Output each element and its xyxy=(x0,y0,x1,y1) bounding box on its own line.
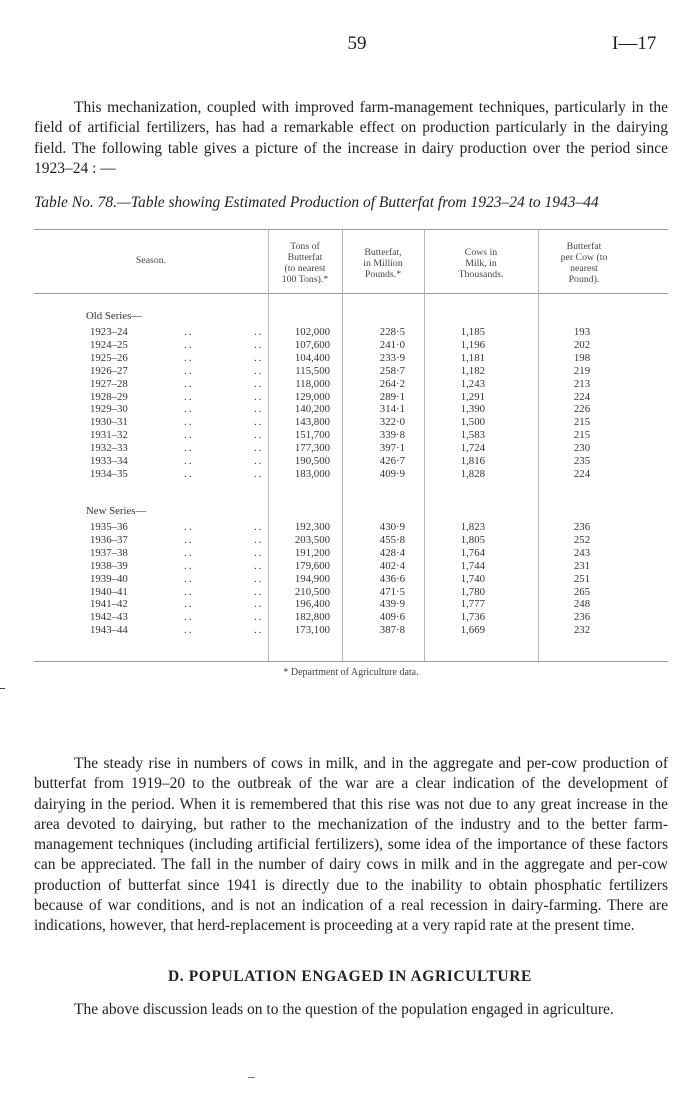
cell-per-cow: 215 xyxy=(573,429,591,442)
cell-fat: 233·9 xyxy=(379,351,405,364)
table-row xyxy=(34,326,668,338)
cell-season: 1931–32 xyxy=(90,429,128,442)
cell-season: 1926–27 xyxy=(90,364,128,377)
table-row xyxy=(34,365,668,377)
group-label-new-series: New Series— xyxy=(86,505,147,517)
table-row xyxy=(34,521,668,533)
table-row xyxy=(34,611,668,623)
cell-cows: 1,500 xyxy=(460,416,485,429)
leader-dots: .. xyxy=(184,521,194,533)
leader-dots: .. xyxy=(184,390,194,403)
cell-season: 1938–39 xyxy=(90,559,128,572)
leader-dots: .. xyxy=(254,611,264,624)
cell-season: 1937–38 xyxy=(90,546,128,559)
cell-season: 1923–24 xyxy=(90,326,128,338)
cell-tons: 107,600 xyxy=(294,338,330,351)
cell-per-cow: 202 xyxy=(573,338,591,351)
butterfat-table xyxy=(34,229,668,678)
cell-fat: 314·1 xyxy=(379,403,405,416)
cell-per-cow: 193 xyxy=(573,326,591,338)
cell-fat: 387·8 xyxy=(379,624,405,637)
cell-per-cow: 226 xyxy=(573,403,591,416)
intro-paragraph: This mechanization, coupled with improved farm-management techniques, particularly in the field of artificial fertilizers, has had a remarkable effect on production particularly in the dairying field. The following table gives a picture of the increase in dairy production over the period since 1923–24 : — xyxy=(34,99,668,177)
leader-dots: .. xyxy=(254,455,264,467)
cell-per-cow: 248 xyxy=(573,598,591,611)
cell-cows: 1,196 xyxy=(460,338,485,351)
cell-fat: 436·6 xyxy=(379,572,405,585)
cell-cows: 1,291 xyxy=(460,390,485,403)
cell-fat: 439·9 xyxy=(379,598,405,611)
cell-per-cow: 265 xyxy=(573,585,591,598)
leader-dots: .. xyxy=(184,403,194,416)
leader-dots: .. xyxy=(184,364,194,377)
table-row xyxy=(34,403,668,415)
cell-cows: 1,669 xyxy=(460,624,485,637)
cell-season: 1939–40 xyxy=(90,572,128,585)
cell-fat: 228·5 xyxy=(379,326,405,338)
leader-dots: .. xyxy=(184,416,194,429)
cell-fat: 241·0 xyxy=(379,338,405,351)
leader-dots: .. xyxy=(184,442,194,455)
table-footnote: * Department of Agriculture data. xyxy=(283,667,419,678)
leader-dots: .. xyxy=(184,326,194,338)
cell-season: 1928–29 xyxy=(90,390,128,403)
cell-tons: 203,500 xyxy=(294,533,330,546)
cell-season: 1924–25 xyxy=(90,338,128,351)
header-tons: Tons of Butterfat (to nearest 100 Tons).* xyxy=(281,241,329,285)
cell-tons: 173,100 xyxy=(294,624,330,637)
cell-tons: 143,800 xyxy=(294,416,330,429)
cell-fat: 322·0 xyxy=(379,416,405,429)
cell-per-cow: 224 xyxy=(573,390,591,403)
cell-season: 1942–43 xyxy=(90,611,128,624)
page-reference: I—17 xyxy=(612,33,657,54)
cell-fat: 428·4 xyxy=(379,546,405,559)
cell-cows: 1,390 xyxy=(460,403,485,416)
cell-fat: 264·2 xyxy=(379,377,405,390)
leader-dots: .. xyxy=(254,572,264,585)
cell-tons: 140,200 xyxy=(294,403,330,416)
cell-cows: 1,736 xyxy=(460,611,485,624)
leader-dots: .. xyxy=(184,533,194,546)
cell-tons: 179,600 xyxy=(294,559,330,572)
leader-dots: .. xyxy=(254,416,264,429)
cell-season: 1933–34 xyxy=(90,455,128,467)
cell-tons: 177,300 xyxy=(294,442,330,455)
cell-fat: 409·6 xyxy=(379,611,405,624)
cell-cows: 1,744 xyxy=(460,559,485,572)
cell-per-cow: 252 xyxy=(573,533,591,546)
cell-per-cow: 198 xyxy=(573,351,591,364)
cell-tons: 129,000 xyxy=(294,390,330,403)
table-header-rule xyxy=(34,293,668,294)
cell-season: 1943–44 xyxy=(90,624,128,637)
leader-dots: .. xyxy=(254,326,264,338)
cell-season: 1940–41 xyxy=(90,585,128,598)
cell-tons: 192,300 xyxy=(294,521,330,533)
cell-tons: 115,500 xyxy=(295,364,330,377)
analysis-paragraph: The steady rise in numbers of cows in milk, and in the aggregate and per-cow production of butterfat from 1919–20 to the outbreak of the war are a clear indication of the development of dairying in the period. When it is remembered that this rise was not due to any great increase in the area devoted to dairying, but rather to the mechanization of the industry and to the better farm-management techniques (including artificial fertilizers), some idea of the importance of these factors can be appreciated. The fall in the number of dairy cows in milk and in the aggregate and per-cow production of butterfat since 1941 is directly due to the inability to obtain phosphatic fertilizers because of war conditions, and is not an indication of a real recession in dairy-farming. There are indications, however, that herd-replacement is proceeding at a very rapid rate at the present time. xyxy=(34,755,668,935)
table-row xyxy=(34,378,668,390)
cell-per-cow: 251 xyxy=(573,572,591,585)
cell-season: 1934–35 xyxy=(90,467,128,480)
cell-tons: 182,800 xyxy=(294,611,330,624)
cell-season: 1935–36 xyxy=(90,521,128,533)
leader-dots: .. xyxy=(254,624,264,637)
cell-fat: 289·1 xyxy=(379,390,405,403)
section-heading: D. POPULATION ENGAGED IN AGRICULTURE xyxy=(168,968,532,985)
cell-fat: 339·8 xyxy=(379,429,405,442)
leader-dots: .. xyxy=(254,364,264,377)
cell-fat: 471·5 xyxy=(379,585,405,598)
table-row xyxy=(34,598,668,610)
table-row xyxy=(34,586,668,598)
leader-dots: .. xyxy=(254,403,264,416)
header-season: Season. xyxy=(135,255,167,266)
cell-season: 1930–31 xyxy=(90,416,128,429)
cell-season: 1925–26 xyxy=(90,351,128,364)
table-row xyxy=(34,416,668,428)
cell-tons: 190,500 xyxy=(294,455,330,467)
cell-per-cow: 243 xyxy=(573,546,591,559)
leader-dots: .. xyxy=(184,338,194,351)
leader-dots: .. xyxy=(184,377,194,390)
leader-dots: .. xyxy=(184,559,194,572)
leader-dots: .. xyxy=(184,624,194,637)
leader-dots: .. xyxy=(254,390,264,403)
leader-dots: .. xyxy=(254,442,264,455)
cell-per-cow: 236 xyxy=(573,521,591,533)
leader-dots: .. xyxy=(254,467,264,480)
cell-cows: 1,764 xyxy=(460,546,485,559)
cell-cows: 1,805 xyxy=(460,533,485,546)
page-number: 59 xyxy=(347,33,367,54)
cell-cows: 1,182 xyxy=(460,364,485,377)
leader-dots: .. xyxy=(184,611,194,624)
cell-cows: 1,828 xyxy=(460,467,485,480)
table-row xyxy=(34,429,668,441)
cell-cows: 1,583 xyxy=(460,429,485,442)
cell-fat: 402·4 xyxy=(379,559,405,572)
table-top-rule xyxy=(34,229,668,230)
cell-cows: 1,185 xyxy=(460,326,485,338)
cell-per-cow: 232 xyxy=(573,624,591,637)
cell-season: 1941–42 xyxy=(90,598,128,611)
leader-dots: .. xyxy=(184,467,194,480)
bottom-mark xyxy=(248,1077,255,1078)
table-row xyxy=(34,547,668,559)
cell-per-cow: 219 xyxy=(573,364,591,377)
cell-fat: 409·9 xyxy=(379,467,405,480)
leader-dots: .. xyxy=(254,585,264,598)
leader-dots: .. xyxy=(184,585,194,598)
cell-fat: 430·9 xyxy=(379,521,405,533)
cell-fat: 397·1 xyxy=(379,442,405,455)
cell-fat: 258·7 xyxy=(379,364,405,377)
cell-season: 1927–28 xyxy=(90,377,128,390)
cell-cows: 1,243 xyxy=(460,377,485,390)
closing-paragraph: The above discussion leads on to the question of the population engaged in agriculture. xyxy=(74,1001,614,1018)
leader-dots: .. xyxy=(184,598,194,611)
group-label-old-series: Old Series— xyxy=(86,310,143,322)
table-row xyxy=(34,468,668,480)
table-row xyxy=(34,391,668,403)
cell-per-cow: 230 xyxy=(573,442,591,455)
margin-mark xyxy=(0,688,5,689)
leader-dots: .. xyxy=(254,546,264,559)
leader-dots: .. xyxy=(254,559,264,572)
cell-per-cow: 231 xyxy=(573,559,591,572)
cell-tons: 194,900 xyxy=(294,572,330,585)
header-cows-in-milk: Cows in Milk, in Thousands. xyxy=(458,247,504,280)
cell-cows: 1,740 xyxy=(460,572,485,585)
table-caption: Table No. 78.—Table showing Estimated Production of Butterfat from 1923–24 to 1943–44 xyxy=(34,194,599,211)
header-butterfat-pounds: Butterfat, in Million Pounds.* xyxy=(363,247,403,280)
cell-tons: 183,000 xyxy=(294,467,330,480)
cell-tons: 102,000 xyxy=(294,326,330,338)
leader-dots: .. xyxy=(254,598,264,611)
cell-cows: 1,816 xyxy=(460,455,485,467)
cell-per-cow: 215 xyxy=(573,416,591,429)
table-row xyxy=(34,573,668,585)
cell-tons: 151,700 xyxy=(294,429,330,442)
leader-dots: .. xyxy=(254,521,264,533)
cell-cows: 1,823 xyxy=(460,521,485,533)
cell-tons: 191,200 xyxy=(294,546,330,559)
table-row xyxy=(34,442,668,454)
leader-dots: .. xyxy=(184,546,194,559)
leader-dots: .. xyxy=(254,351,264,364)
table-row xyxy=(34,339,668,351)
cell-tons: 210,500 xyxy=(294,585,330,598)
leader-dots: .. xyxy=(254,377,264,390)
leader-dots: .. xyxy=(254,429,264,442)
cell-cows: 1,780 xyxy=(460,585,485,598)
cell-fat: 426·7 xyxy=(379,455,405,467)
cell-per-cow: 224 xyxy=(573,467,591,480)
table-row xyxy=(34,560,668,572)
cell-season: 1936–37 xyxy=(90,533,128,546)
leader-dots: .. xyxy=(184,429,194,442)
cell-season: 1929–30 xyxy=(90,403,128,416)
cell-season: 1932–33 xyxy=(90,442,128,455)
cell-cows: 1,181 xyxy=(460,351,485,364)
table-bottom-rule xyxy=(34,661,668,662)
leader-dots: .. xyxy=(184,351,194,364)
cell-fat: 455·8 xyxy=(379,533,405,546)
table-row xyxy=(34,455,668,467)
leader-dots: .. xyxy=(184,455,194,467)
cell-cows: 1,777 xyxy=(460,598,485,611)
leader-dots: .. xyxy=(254,338,264,351)
table-row xyxy=(34,534,668,546)
table-row xyxy=(34,624,668,636)
cell-per-cow: 236 xyxy=(573,611,591,624)
cell-tons: 196,400 xyxy=(294,598,330,611)
cell-tons: 104,400 xyxy=(294,351,330,364)
cell-per-cow: 235 xyxy=(573,455,591,467)
cell-cows: 1,724 xyxy=(460,442,485,455)
cell-per-cow: 213 xyxy=(573,377,591,390)
leader-dots: .. xyxy=(184,572,194,585)
table-row xyxy=(34,352,668,364)
leader-dots: .. xyxy=(254,533,264,546)
header-per-cow: Butterfat per Cow (to nearest Pound). xyxy=(560,241,608,285)
cell-tons: 118,000 xyxy=(295,377,330,390)
